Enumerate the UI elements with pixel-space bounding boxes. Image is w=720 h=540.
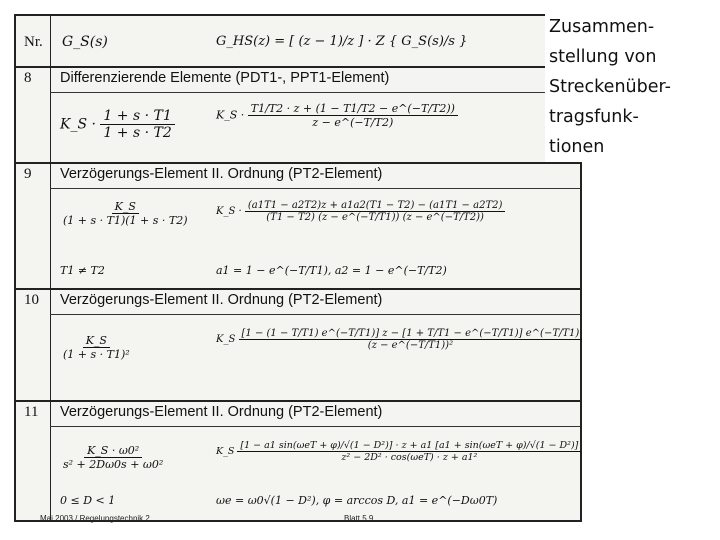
row-10-gs-den: (1 + s · T1)² xyxy=(63,348,130,361)
footer-course: Mai 2003 / Regelungstechnik 2 xyxy=(40,514,150,523)
row-8-gs-num: 1 + s · T1 xyxy=(100,108,174,125)
sidebar-title-line: tionen xyxy=(549,137,605,157)
row-9-ghs-den: (T1 − T2) (z − e^(−T/T1)) (z − e^(−T/T2)) xyxy=(266,212,484,223)
row-9-ghs xyxy=(216,200,505,223)
row-11-title: Verzögerungs-Element II. Ordnung (PT2-Element) xyxy=(60,404,383,420)
row-8-gs xyxy=(60,108,175,141)
header-divider xyxy=(16,66,580,68)
row-9-gs xyxy=(60,200,191,227)
row-8-nr: 8 xyxy=(24,70,32,86)
row-10-gs-num: K_S xyxy=(83,334,110,348)
row-8-title-divider xyxy=(50,92,580,93)
row-8-title: Differenzierende Elemente (PDT1-, PPT1-Element) xyxy=(60,70,390,86)
sidebar-title-line: Streckenüber- xyxy=(549,77,671,97)
row-9-gs-num: K_S xyxy=(112,200,139,214)
header-nr: Nr. xyxy=(24,34,43,50)
row-11-gs-num: K_S · ω0² xyxy=(84,444,142,458)
row-8-divider xyxy=(16,162,580,164)
sidebar-title-line: Zusammen- xyxy=(549,17,655,37)
footer-page: Blatt 5.9 xyxy=(344,514,374,523)
row-9-definitions: a1 = 1 − e^(−T/T1), a2 = 1 − e^(−T/T2) xyxy=(216,264,447,277)
row-9-nr: 9 xyxy=(24,166,32,182)
row-10-nr: 10 xyxy=(24,292,39,308)
row-11-definitions: ωe = ω0√(1 − D²), φ = arccos D, a1 = e^(−Dω0T) xyxy=(216,494,498,507)
row-9-title-divider xyxy=(50,188,580,189)
sidebar-title-line: stellung von xyxy=(549,47,657,67)
header-gs: G_S(s) xyxy=(62,34,108,50)
sidebar-title-line: tragsfunk- xyxy=(549,107,639,127)
row-11-title-divider xyxy=(50,426,580,427)
row-8-ghs xyxy=(216,102,458,129)
header-ghs: G_HS(z) = [ (z − 1)/z ] · Z { G_S(s)/s } xyxy=(216,34,468,49)
row-11-condition: 0 ≤ D < 1 xyxy=(60,494,116,507)
sidebar-title xyxy=(545,12,719,162)
row-10-gs xyxy=(60,334,133,361)
row-11-ghs-num: [1 − a1 sin(ωeT + φ)/√(1 − D²)] · z + a1 [a1 + sin(ωeT + φ)/√(1 − D²)] xyxy=(237,440,581,452)
row-10-ghs xyxy=(216,328,582,351)
row-11-nr: 11 xyxy=(24,404,39,420)
row-9-condition: T1 ≠ T2 xyxy=(60,264,105,277)
formula-table xyxy=(14,14,582,522)
row-9-ghs-prefix: K_S · xyxy=(216,206,242,217)
row-11-gs-den: s² + 2Dω0s + ω0² xyxy=(63,458,164,471)
row-8-gs-prefix: K_S · xyxy=(60,116,96,133)
row-9-ghs-num: (a1T1 − a2T2)z + a1a2(T1 − T2) − (a1T1 − a2T2) xyxy=(245,200,506,212)
row-10-ghs-prefix: K_S xyxy=(216,334,236,345)
row-11-ghs-den: z² − 2D² · cos(ωeT) · z + a1² xyxy=(341,452,478,463)
row-9-divider xyxy=(16,288,580,290)
row-11-ghs xyxy=(216,440,581,463)
row-11-ghs-prefix: K_S xyxy=(216,446,235,457)
row-8-ghs-num: T1/T2 · z + (1 − T1/T2 − e^(−T/T2)) xyxy=(248,102,458,116)
row-11-gs xyxy=(60,444,166,471)
row-9-gs-den: (1 + s · T1)(1 + s · T2) xyxy=(63,214,188,227)
row-10-ghs-den: (z − e^(−T/T1))² xyxy=(367,340,454,351)
row-10-title-divider xyxy=(50,314,580,315)
row-10-divider xyxy=(16,400,580,402)
row-8-ghs-prefix: K_S · xyxy=(216,108,245,122)
row-8-ghs-den: z − e^(−T/T2) xyxy=(312,116,394,129)
row-10-title: Verzögerungs-Element II. Ordnung (PT2-Element) xyxy=(60,292,383,308)
row-9-title: Verzögerungs-Element II. Ordnung (PT2-Element) xyxy=(60,166,383,182)
row-8-gs-den: 1 + s · T2 xyxy=(103,125,172,141)
row-10-ghs-num: [1 − (1 − T/T1) e^(−T/T1)] z − [1 + T/T1 − e^(−T/T1)] e^(−T/T1) xyxy=(239,328,583,340)
